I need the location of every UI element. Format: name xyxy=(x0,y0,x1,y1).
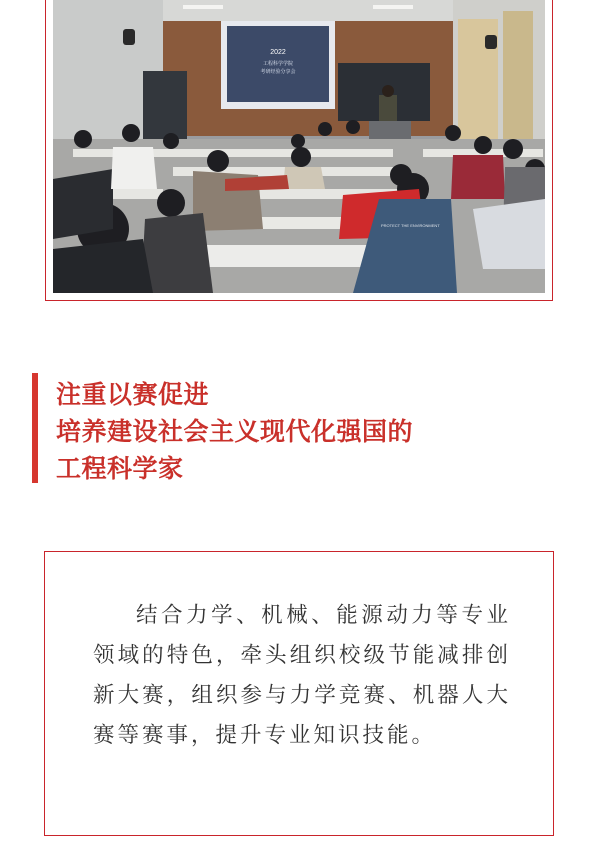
heading-line-1: 注重以赛促进 xyxy=(56,380,210,409)
section-heading xyxy=(56,376,516,487)
slide-line2: 考研经验分享会 xyxy=(260,69,296,75)
body-paragraph: 结合力学、机械、能源动力等专业领域的特色，牵头组织校级节能减排创新大赛，组织参与力学竞赛、机器人大赛等赛事，提升专业知识技能。 xyxy=(93,603,511,748)
heading-line-2: 培养建设社会主义现代化强国的 xyxy=(56,417,414,446)
classroom-photo xyxy=(53,0,545,293)
photo-frame xyxy=(45,0,553,301)
text-box xyxy=(44,551,554,836)
heading-line-3: 工程科学家 xyxy=(56,454,184,483)
classroom-illustration xyxy=(53,0,545,293)
shirt-text: PROTECT THE ENVIRONMENT xyxy=(381,223,440,228)
heading-accent-bar xyxy=(32,373,38,483)
slide-line1: 工程科学学院 xyxy=(262,61,294,67)
slide-year: 2022 xyxy=(270,49,286,56)
